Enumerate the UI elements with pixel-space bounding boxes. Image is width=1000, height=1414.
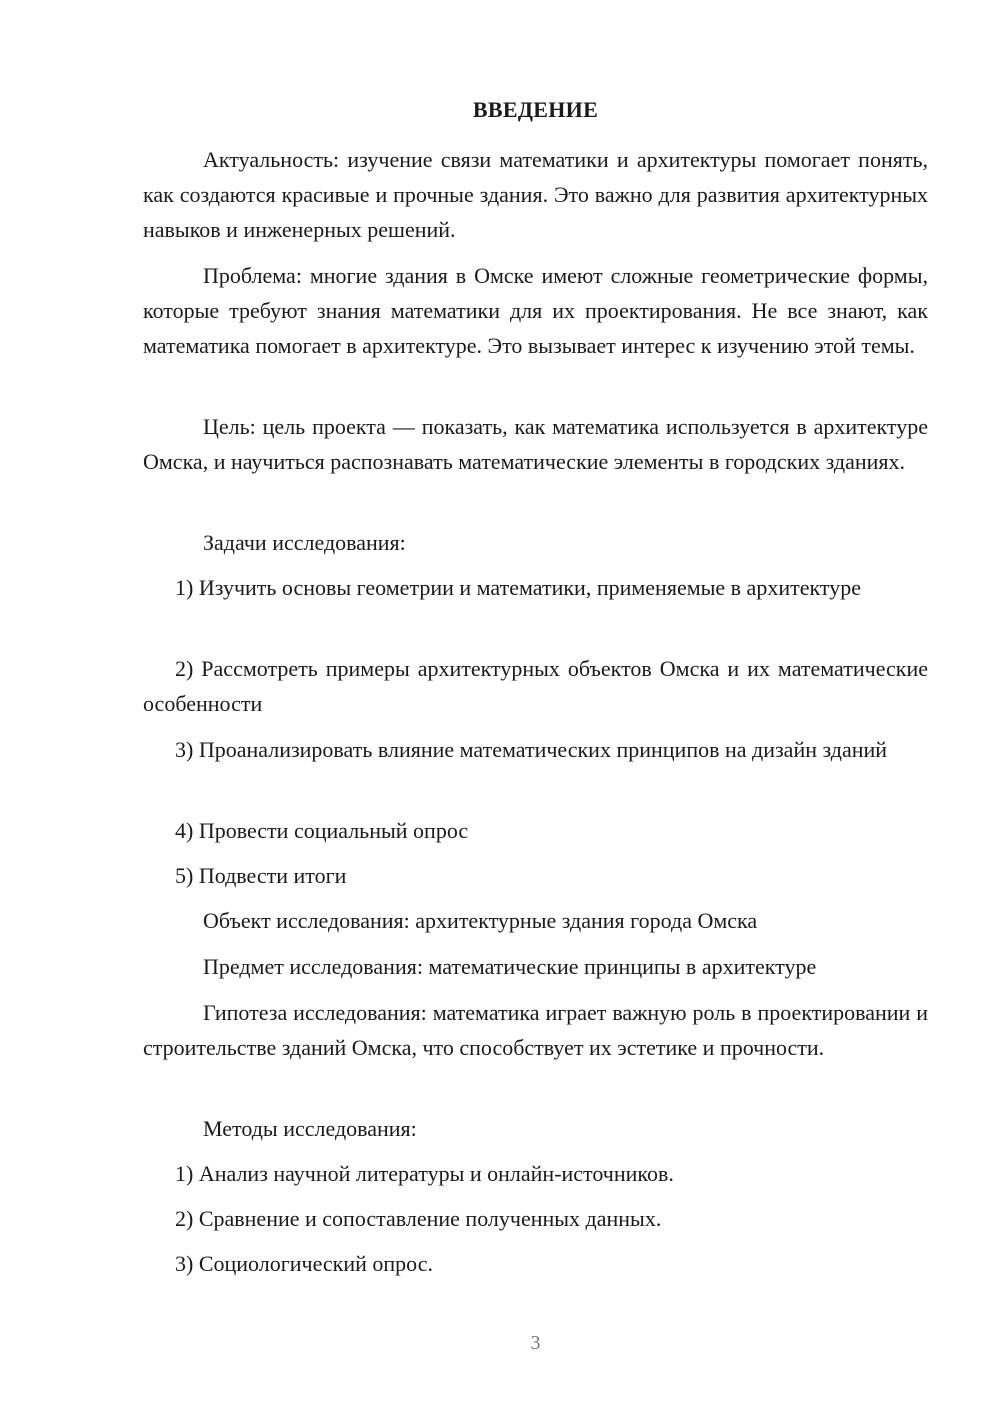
hypothesis-paragraph: Гипотеза исследования: математика играет важную роль в проектировании и строительстве зданий Омска, что способствует их эстетике и прочности. (143, 1000, 928, 1060)
task-item: 3) Проанализировать влияние математических принципов на дизайн зданий (175, 737, 888, 762)
task-item: 4) Провести социальный опрос (175, 818, 469, 843)
page-number: 3 (530, 1332, 541, 1354)
subject-paragraph: Предмет исследования: математические принципы в архитектуре (203, 954, 817, 979)
relevance-paragraph: Актуальность: изучение связи математики и архитектуры помогает понять, как создаются красивые и прочные здания. Это важно для развития архитектурных навыков и инженерных решений. (143, 147, 928, 242)
task-item: 1) Изучить основы геометрии и математики, применяемые в архитектуре (175, 575, 861, 600)
method-item: 3) Социологический опрос. (175, 1251, 433, 1276)
goal-paragraph: Цель: цель проекта — показать, как математика используется в архитектуре Омска, и научиться распознавать математические элементы в городских зданиях. (143, 414, 928, 474)
method-item: 2) Сравнение и сопоставление полученных данных. (175, 1206, 662, 1231)
task-item: 5) Подвести итоги (175, 863, 347, 888)
object-paragraph: Объект исследования: архитектурные здания города Омска (203, 908, 758, 933)
document-page (143, 0, 928, 1414)
method-item: 1) Анализ научной литературы и онлайн-источников. (175, 1161, 674, 1186)
methods-heading: Методы исследования: (203, 1116, 417, 1141)
section-title: ВВЕДЕНИЕ (472, 97, 599, 122)
problem-paragraph: Проблема: многие здания в Омске имеют сложные геометрические формы, которые требуют знания математики для их проектирования. Не все знают, как математика помогает в архитектуре. Это вызывает интерес к изучению этой темы. (143, 263, 928, 358)
task-item: 2) Рассмотреть примеры архитектурных объектов Омска и их математические особенности (143, 656, 928, 716)
tasks-heading: Задачи исследования: (203, 530, 406, 555)
